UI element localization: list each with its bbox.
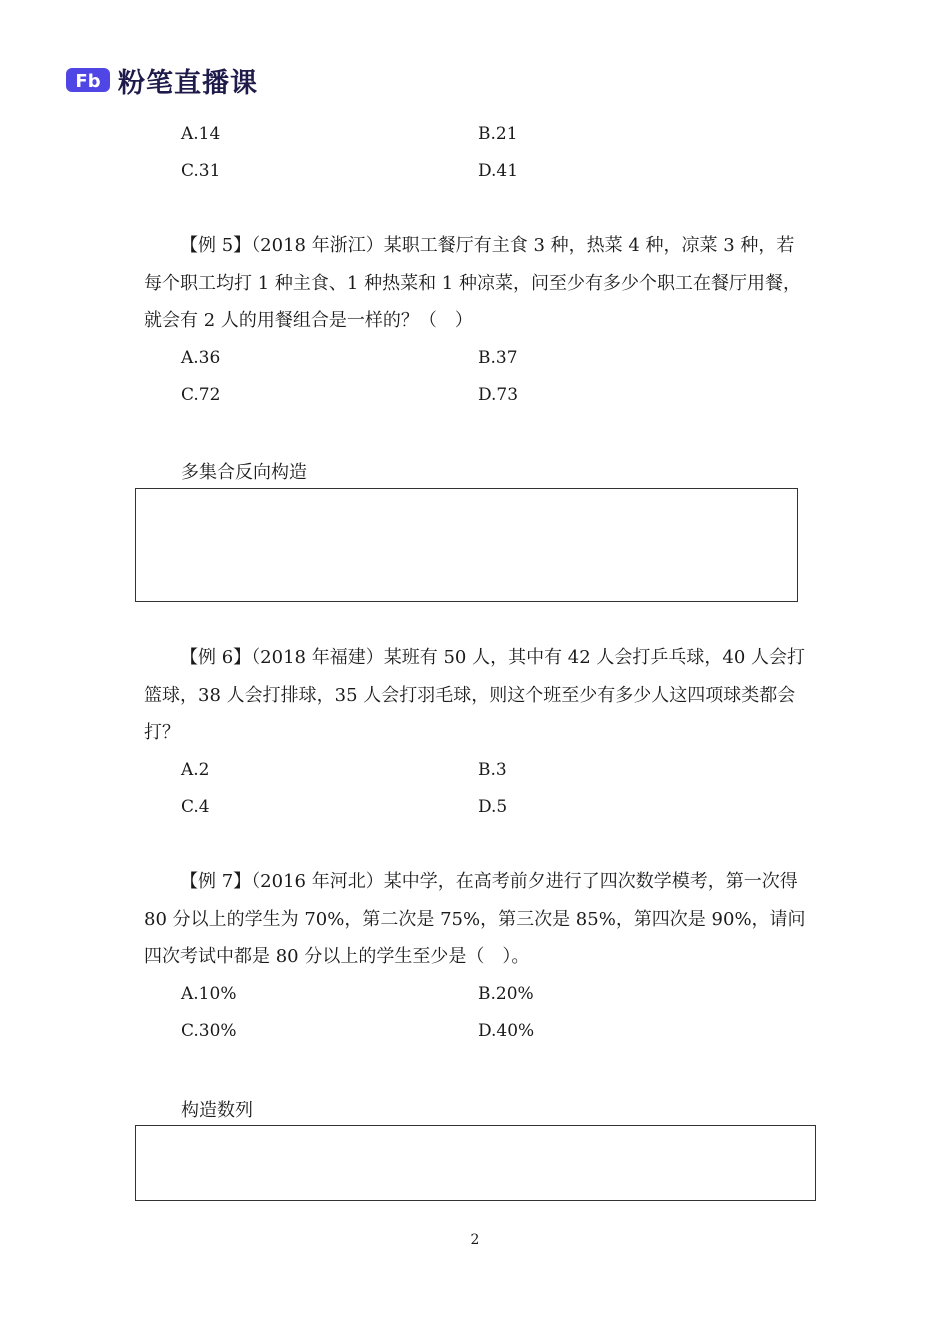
question-5-tag: 【例 5】 [180,235,252,256]
q5-option-d: D.73 [478,385,519,405]
q5-option-a: A.36 [181,348,221,368]
section-heading-1: 多集合反向构造 [181,462,307,483]
q7-option-d: D.40% [478,1021,535,1041]
question-7-text: （2016 年河北）某中学，在高考前夕进行了四次数学模考，第一次得 80 分以上的学生为 70%，第二次是 75%，第三次是 85%，第四次是 90%，请问四次考试中都是 80 分以上的学生至少是（ ）。 [144,871,806,967]
q6-option-a: A.2 [181,760,210,780]
brand-name-part2: 直播课 [174,67,258,99]
question-7-tag: 【例 7】 [180,871,252,892]
q5-option-b: B.37 [478,348,518,368]
q4-option-d: D.41 [478,161,519,181]
q7-option-c: C.30% [181,1021,237,1041]
logo-mark-text: Fb [75,71,101,92]
q7-option-b: B.20% [478,984,534,1004]
brand-name-part1: 粉笔 [118,67,174,99]
section-heading-2: 构造数列 [181,1100,253,1121]
page-number: 2 [470,1232,480,1248]
q7-option-a: A.10% [181,984,237,1004]
q6-option-b: B.3 [478,760,507,780]
q6-option-c: C.4 [181,797,210,817]
q4-option-b: B.21 [478,124,518,144]
question-6-tag: 【例 6】 [180,647,252,668]
brand-name [118,61,258,100]
question-7 [144,863,812,976]
question-6-text: （2018 年福建）某班有 50 人，其中有 42 人会打乒乓球，40 人会打篮球，38 人会打排球，35 人会打羽毛球，则这个班至少有多少人这四项球类都会打？ [144,647,806,743]
question-5-text: （2018 年浙江）某职工餐厅有主食 3 种，热菜 4 种，凉菜 3 种，若每个职工均打 1 种主食、1 种热菜和 1 种凉菜，问至少有多少个职工在餐厅用餐，就会有 2 人的用餐组合是一样的？（ ） [144,235,801,331]
question-5 [144,227,812,340]
notes-box-2[interactable] [135,1125,816,1201]
notes-box-1[interactable] [135,488,798,602]
q4-option-c: C.31 [181,161,221,181]
q4-option-a: A.14 [181,124,221,144]
brand-logo [66,60,258,100]
question-6 [144,639,812,752]
q6-option-d: D.5 [478,797,508,817]
q5-option-c: C.72 [181,385,221,405]
fenbi-logo-icon [66,64,110,96]
